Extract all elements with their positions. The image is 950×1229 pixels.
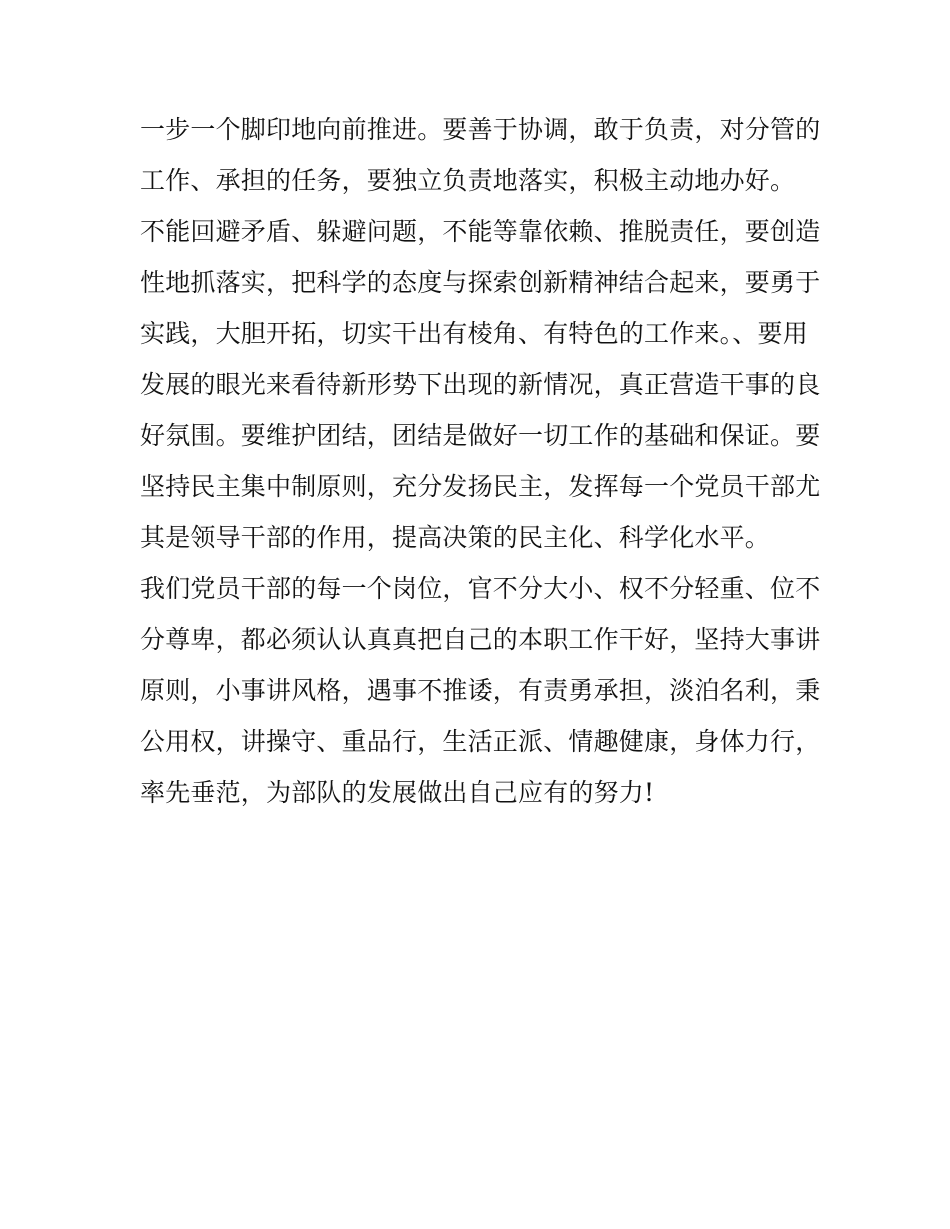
- text-line: 我们党员干部的每一个岗位，官不分大小、权不分轻重、位不: [140, 574, 821, 603]
- text-line: 实践，大胆开拓，切实干出有棱角、有特色的工作来。、要用: [140, 319, 808, 348]
- text-line: 工作、承担的任务，要独立负责地落实，积极主动地办好。: [140, 166, 796, 195]
- text-line: 分尊卑，都必须认认真真把自己的本职工作干好，坚持大事讲: [140, 625, 821, 654]
- text-line: 不能回避矛盾、躲避问题，不能等靠依赖、推脱责任，要创造: [140, 217, 821, 246]
- text-line: 坚持民主集中制原则，充分发扬民主，发挥每一个党员干部尤: [140, 472, 821, 501]
- text-line: 性地抓落实，把科学的态度与探索创新精神结合起来，要勇于: [140, 268, 821, 297]
- text-line: 公用权，讲操守、重品行，生活正派、情趣健康，身体力行，: [140, 727, 821, 756]
- text-line: 发展的眼光来看待新形势下出现的新情况，真正营造干事的良: [140, 370, 821, 399]
- text-line: 其是领导干部的作用，提高决策的民主化、科学化水平。: [140, 523, 771, 552]
- text-line: 原则，小事讲风格，遇事不推诿，有责勇承担，淡泊名利，秉: [140, 676, 821, 705]
- text-line: 率先垂范，为部队的发展做出自己应有的努力!: [140, 778, 655, 807]
- document-body: [140, 104, 821, 818]
- text-line: 好氛围。要维护团结，团结是做好一切工作的基础和保证。要: [140, 421, 821, 450]
- text-line: 一步一个脚印地向前推进。要善于协调，敢于负责，对分管的: [140, 115, 821, 144]
